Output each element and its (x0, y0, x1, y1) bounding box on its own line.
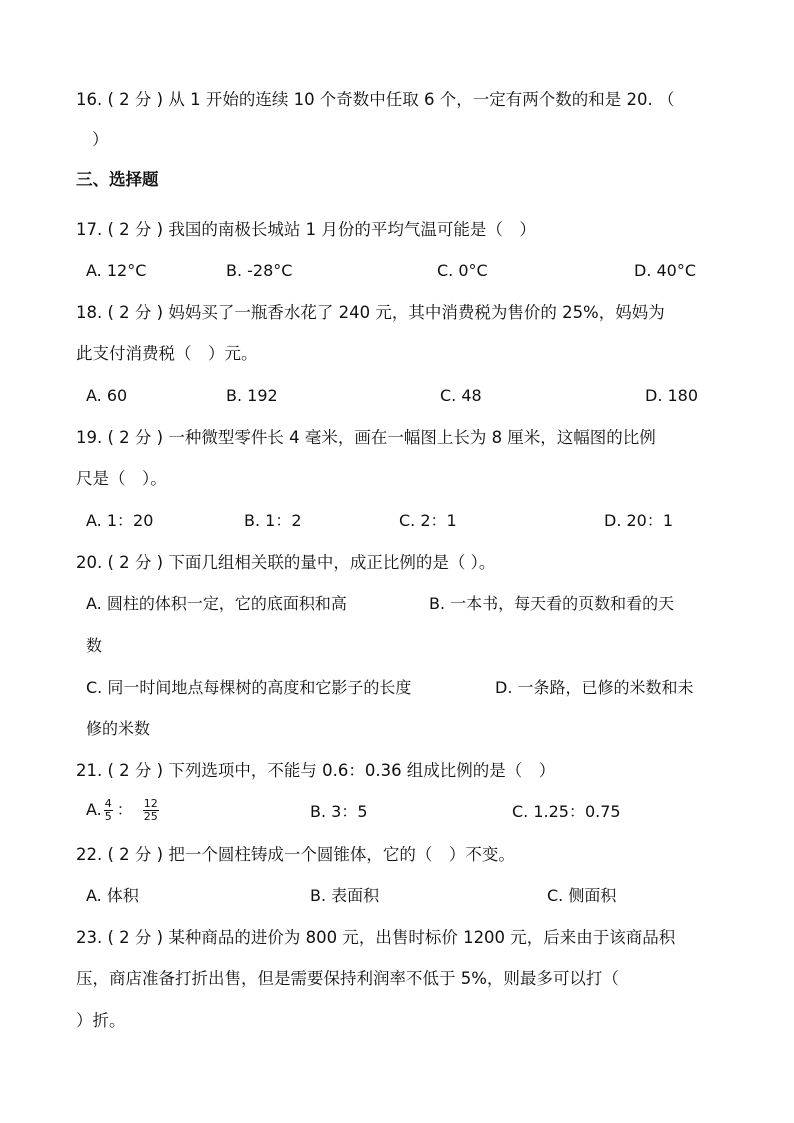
fraction-numerator: 12 (143, 797, 158, 810)
q18-option-c: C. 48 (440, 386, 482, 405)
q21-stem: 21. ( 2 分 ) 下列选项中，不能与 0.6：0.36 组成比例的是（ ） (76, 761, 556, 780)
q19-option-c: C. 2：1 (399, 511, 457, 530)
q19-option-a: A. 1：20 (86, 511, 154, 530)
q21-option-c: C. 1.25：0.75 (512, 802, 621, 821)
q20-option-b-line-2: 数 (86, 636, 103, 655)
q17-option-c: C. 0°C (437, 261, 488, 280)
q21-option-a-label: A. (86, 800, 102, 819)
q19-option-b: B. 1：2 (244, 511, 302, 530)
q20-option-c: C. 同一时间地点每棵树的高度和它影子的长度 (86, 678, 412, 697)
q23-line-1: 23. ( 2 分 ) 某种商品的进价为 800 元，出售时标价 1200 元，后来由于该商品积 (76, 928, 676, 947)
fraction-12-25 (143, 798, 159, 823)
q16-line-2: ） (92, 130, 109, 149)
q18-option-d: D. 180 (645, 386, 699, 405)
q21-option-b: B. 3：5 (310, 802, 368, 821)
q21-option-a (86, 798, 161, 823)
q17-option-d: D. 40°C (634, 261, 697, 280)
q19-line-1: 19. ( 2 分 ) 一种微型零件长 4 毫米，画在一幅图上长为 8 厘米，这幅图的比例 (76, 428, 656, 447)
q18-line-2: 此支付消费税（ ）元。 (76, 344, 258, 363)
ratio-colon: ： (116, 800, 133, 819)
fraction-denominator: 25 (143, 810, 158, 823)
q22-option-a: A. 体积 (86, 886, 139, 905)
q17-option-a: A. 12°C (86, 261, 147, 280)
q17-option-b: B. -28°C (226, 261, 293, 280)
q23-line-3: ）折。 (76, 1011, 126, 1030)
q19-option-d: D. 20：1 (604, 511, 674, 530)
section-heading-choice: 三、选择题 (76, 170, 159, 189)
q23-line-2: 压，商店准备打折出售，但是需要保持利润率不低于 5%，则最多可以打（ (76, 969, 619, 988)
fraction-denominator: 5 (104, 810, 112, 823)
q20-option-d-line-1: D. 一条路，已修的米数和未 (495, 678, 694, 697)
q20-stem: 20. ( 2 分 ) 下面几组相关联的量中，成正比例的是（ ）。 (76, 553, 496, 572)
q17-stem: 17. ( 2 分 ) 我国的南极长城站 1 月份的平均气温可能是（ ） (76, 220, 536, 239)
q20-option-a: A. 圆柱的体积一定，它的底面积和高 (86, 594, 347, 613)
q20-option-b-line-1: B. 一本书，每天看的页数和看的天 (429, 594, 675, 613)
q18-line-1: 18. ( 2 分 ) 妈妈买了一瓶香水花了 240 元，其中消费税为售价的 25%，妈妈为 (76, 303, 665, 322)
q19-line-2: 尺是（ ）。 (76, 469, 167, 488)
q22-stem: 22. ( 2 分 ) 把一个圆柱铸成一个圆锥体，它的（ ）不变。 (76, 845, 515, 864)
q18-option-b: B. 192 (226, 386, 278, 405)
q18-option-a: A. 60 (86, 386, 128, 405)
q20-option-d-line-2: 修的米数 (86, 719, 151, 738)
fraction-4-5 (104, 798, 113, 823)
q22-option-c: C. 侧面积 (547, 886, 617, 905)
q22-option-b: B. 表面积 (310, 886, 380, 905)
fraction-numerator: 4 (104, 797, 112, 810)
q16-line-1: 16. ( 2 分 ) 从 1 开始的连续 10 个奇数中任取 6 个，一定有两个数的和是 20. （ (76, 90, 675, 109)
